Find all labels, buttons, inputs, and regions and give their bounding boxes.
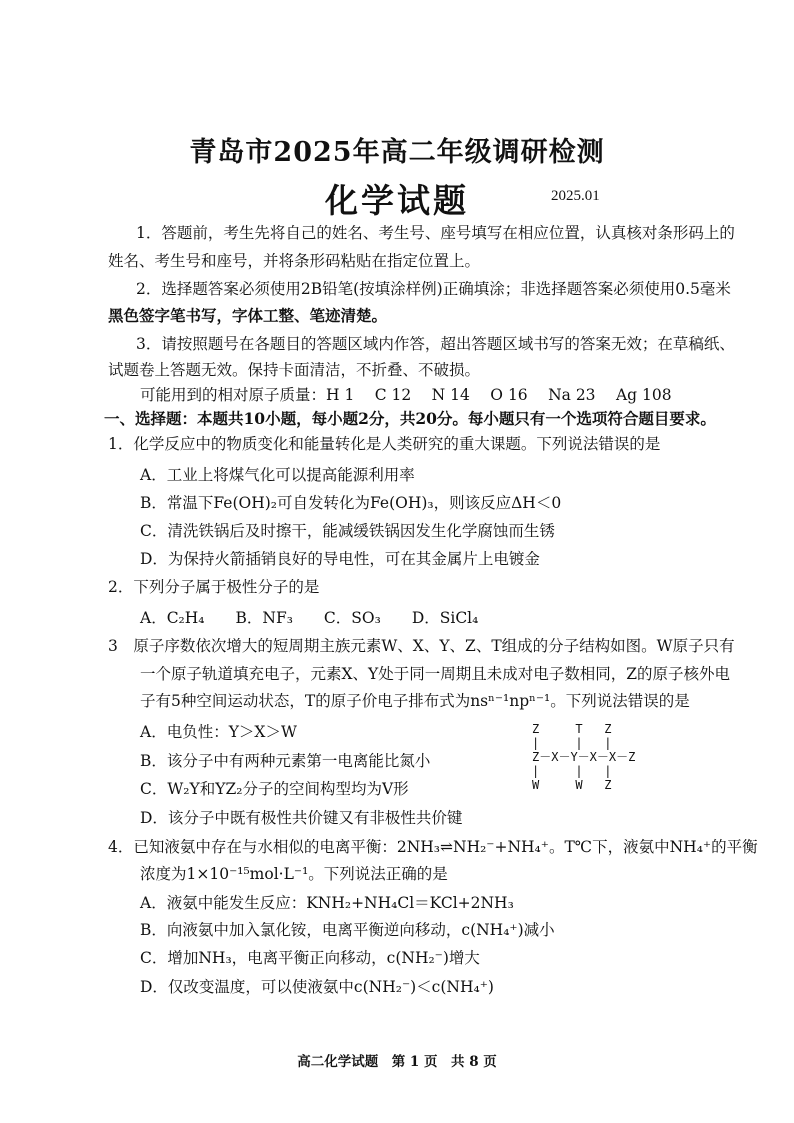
question-1-option-c: C．清洗铁锅后及时擦干，能减缓铁锅因发生化学腐蚀而生锈 bbox=[140, 522, 555, 540]
question-4-option-d: D．仅改变温度，可以使液氨中c(NH₂⁻)＜c(NH₄⁺) bbox=[140, 978, 494, 996]
structure-row-5: W W Z bbox=[532, 778, 612, 792]
question-3-stem-line-3: 子有5种空间运动状态，T的原子价电子排布式为nsⁿ⁻¹npⁿ⁻¹。下列说法错误的是 bbox=[140, 692, 690, 710]
molecular-structure bbox=[532, 722, 635, 792]
instruction-2-line-2: 黑色签字笔书写，字体工整、笔迹清楚。 bbox=[108, 306, 388, 325]
question-2-stem: 2．下列分子属于极性分子的是 bbox=[108, 578, 320, 596]
question-4-option-b: B．向液氨中加入氯化铵，电离平衡逆向移动，c(NH₄⁺)减小 bbox=[140, 921, 555, 939]
question-4-option-a: A．液氨中能发生反应：KNH₂+NH₄Cl＝KCl+2NH₃ bbox=[140, 894, 514, 912]
question-3-option-d: D．该分子中既有极性共价键又有非极性共价键 bbox=[140, 809, 463, 827]
question-3-stem-line-1: 3 原子序数依次增大的短周期主族元素W、X、Y、Z、T组成的分子结构如图。W原子只有 bbox=[108, 637, 735, 655]
question-3-stem-line-2: 一个原子轨道填充电子，元素X、Y处于同一周期且未成对电子数相同，Z的原子核外电 bbox=[140, 665, 731, 683]
question-4-stem-line-1: 4．已知液氨中存在与水相似的电离平衡：2NH₃⇌NH₂⁻+NH₄⁺。T℃下，液氨中NH₄⁺的平衡 bbox=[108, 838, 758, 856]
instruction-3-line-1: 3．请按照题号在各题目的答题区域内作答，超出答题区域书写的答案无效；在草稿纸、 bbox=[136, 335, 735, 353]
exam-subtitle: 化学试题 bbox=[325, 181, 469, 220]
instruction-2-line-1: 2．选择题答案必须使用2B铅笔(按填涂样例)正确填涂；非选择题答案必须使用0.5毫米 bbox=[136, 280, 731, 298]
section-heading: 一、选择题：本题共10小题，每小题2分，共20分。每小题只有一个选项符合题目要求。 bbox=[104, 409, 716, 428]
question-1-stem: 1．化学反应中的物质变化和能量转化是人类研究的重大课题。下列说法错误的是 bbox=[108, 435, 661, 453]
exam-title: 青岛市2025年高二年级调研检测 bbox=[189, 137, 605, 168]
instruction-1-line-2: 姓名、考生号和座号，并将条形码粘贴在指定位置上。 bbox=[108, 252, 481, 270]
question-3-option-a: A．电负性：Y＞X＞W bbox=[140, 723, 297, 741]
question-3-option-b: B．该分子中有两种元素第一电离能比氮小 bbox=[140, 752, 431, 770]
exam-date: 2025.01 bbox=[551, 188, 600, 204]
structure-row-3: Z－X－Y－X－X－Z bbox=[532, 750, 636, 764]
question-2-options: A．C₂H₄ B．NF₃ C．SO₃ D．SiCl₄ bbox=[140, 609, 479, 627]
page-footer: 高二化学试题 第 1 页 共 8 页 bbox=[297, 1054, 497, 1070]
structure-row-2: | | | bbox=[532, 736, 612, 750]
structure-row-1: Z T Z bbox=[532, 722, 612, 736]
atomic-masses: 可能用到的相对原子质量：H 1 C 12 N 14 O 16 Na 23 Ag 108 bbox=[140, 386, 672, 404]
question-4-option-c: C．增加NH₃，电离平衡正向移动，c(NH₂⁻)增大 bbox=[140, 949, 480, 967]
instruction-3-line-2: 试题卷上答题无效。保持卡面清洁，不折叠、不破损。 bbox=[108, 361, 481, 379]
question-1-option-a: A．工业上将煤气化可以提高能源利用率 bbox=[140, 466, 415, 484]
question-3-option-c: C．W₂Y和YZ₂分子的空间构型均为V形 bbox=[140, 780, 409, 798]
question-4-stem-line-2: 浓度为1×10⁻¹⁵mol·L⁻¹。下列说法正确的是 bbox=[140, 865, 448, 883]
question-1-option-d: D．为保持火箭插销良好的导电性，可在其金属片上电镀金 bbox=[140, 550, 540, 568]
instruction-1-line-1: 1．答题前，考生先将自己的姓名、考生号、座号填写在相应位置，认真核对条形码上的 bbox=[136, 224, 735, 242]
structure-row-4: | | | bbox=[532, 764, 612, 778]
question-1-option-b: B．常温下Fe(OH)₂可自发转化为Fe(OH)₃，则该反应ΔH＜0 bbox=[140, 494, 562, 512]
